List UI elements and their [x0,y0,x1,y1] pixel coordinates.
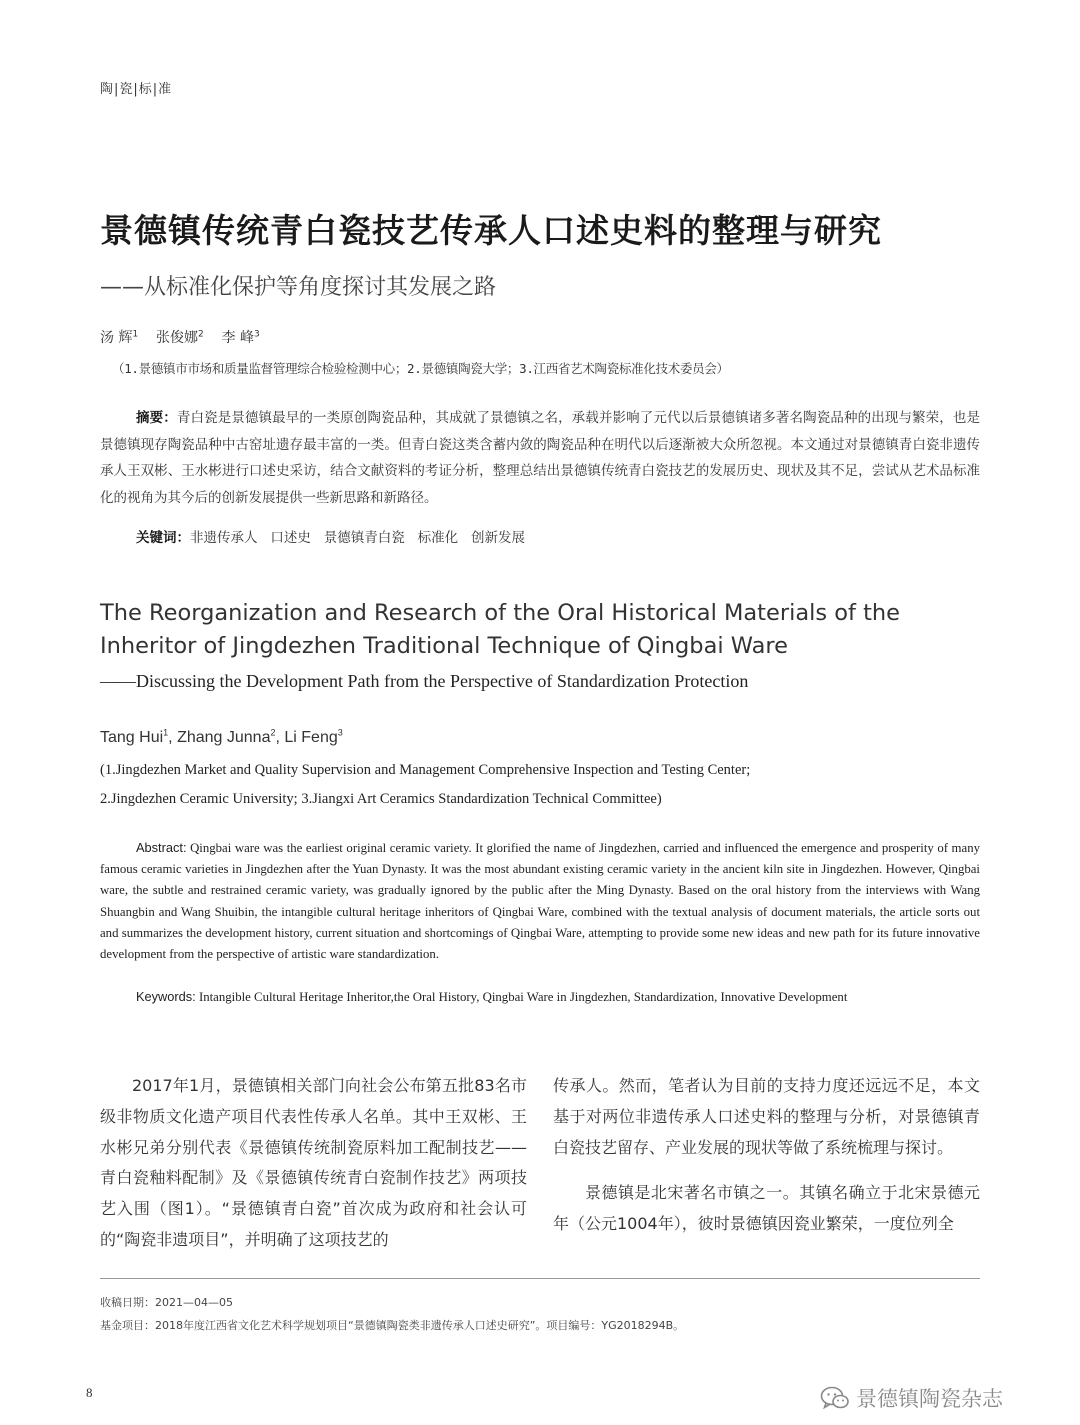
keywords-en [100,986,980,1008]
affiliation-en-line-1: (1.Jingdezhen Market and Quality Supervision and Management Comprehensive Inspection and Testing Center; [100,762,751,778]
affiliation-en-line-2: 2.Jingdezhen Ceramic University; 3.Jiangxi Art Ceramics Standardization Technical Committee) [100,791,662,807]
keywords-cn-label: 关键词： [136,530,190,546]
body-column-right [553,1071,980,1240]
footnotes [100,1291,684,1337]
abstract-cn [100,405,980,511]
abstract-en [100,837,980,965]
wechat-icon [820,1385,850,1411]
keywords-cn [136,526,525,546]
authors-cn [100,327,260,347]
author-en-1: Tang Hui$^1$, [100,728,178,747]
watermark [820,1383,1003,1413]
body-paragraph: 景德镇是北宋著名市镇之一。其镇名确立于北宋景德元年（公元1004年），彼时景德镇因瓷业繁荣，一度位列全 [553,1183,980,1234]
footnote-received: 收稿日期：2021—04—05 [100,1296,233,1309]
body-paragraph: 2017年1月，景德镇相关部门向社会公布第五批83名市级非物质文化遗产项目代表性传承人名单。其中王双彬、王水彬兄弟分别代表《景德镇传统制瓷原料加工配制技艺——青白瓷釉料配制》及《景德镇传统青白瓷制作技艺》两项技艺入围（图1）。“景德镇青白瓷”首次成为政府和社会认可的“陶瓷非遗项目”，并明确了这项技艺的 [100,1076,527,1249]
author-en-2: Zhang Junna$^2$, [177,728,285,747]
subtitle-cn: ——从标准化保护等角度探讨其发展之路 [100,275,497,300]
body-paragraph: 传承人。然而，笔者认为目前的支持力度还远远不足，本文基于对两位非遗传承人口述史料的整理与分析，对景德镇青白瓷技艺留存、产业发展的现状等做了系统梳理与探讨。 [553,1076,980,1157]
watermark-text: 景德镇陶瓷杂志 [856,1387,1003,1411]
abstract-en-text: Qingbai ware was the earliest original ceramic variety. It glorified the name of Jingdezhen, carried and influenced the emergence and prosperity of many famous ceramic varieties in Jingdezhen after the Yuan Dynasty. It was the most abundant existing ceramic variety in the ancient kiln site in Jingdezhen. However, Qingbai ware, the subtle and restrained ceramic variety, was gradually ignored by the public after the Ming Dynasty. Based on the oral history from the interviews with Wang Shuangbin and Wang Shuibin, the intangible cultural heritage inheritors of Qingbai Ware, combined with the textual analysis of document materials, the article sorts out and summarizes the development history, current situation and shortcomings of Qingbai Ware, attempting to provide some new ideas and new path for its future innovative development from the perspective of artistic ware standardization. [100,841,980,962]
abstract-en-label: Abstract: [136,840,187,855]
author-cn-2: 张俊娜$^2$ [156,329,204,346]
author-cn-1: 汤 辉$^1$ [100,329,139,346]
author-cn-3: 李 峰$^3$ [221,329,260,346]
subtitle-en: ——Discussing the Development Path from the Perspective of Standardization Protection [100,671,749,691]
title-cn: 景德镇传统青白瓷技艺传承人口述史料的整理与研究 [100,211,882,250]
footnote-divider [100,1278,980,1279]
affiliations-cn: （1.景德镇市市场和质量监督管理综合检验检测中心；2.景德镇陶瓷大学；3.江西省艺术陶瓷标准化技术委员会） [112,361,729,376]
keywords-en-text: Intangible Cultural Heritage Inheritor,the Oral History, Qingbai Ware in Jingdezhen, Standardization, Innovative Development [198,990,848,1004]
keywords-en-label: Keywords: [136,989,196,1004]
body-column-left [100,1071,527,1256]
journal-header: 陶|瓷|标|准 [100,82,173,97]
author-en-3: Li Feng$^3$ [284,728,343,747]
abstract-cn-text: 青白瓷是景德镇最早的一类原创陶瓷品种，其成就了景德镇之名，承载并影响了元代以后景德镇诸多著名陶瓷品种的出现与繁荣，也是景德镇现存陶瓷品种中古窑址遗存最丰富的一类。但青白瓷这类含蓄内敛的陶瓷品种在明代以后逐渐被大众所忽视。本文通过对景德镇青白瓷非遗传承人王双彬、王水彬进行口述史采访，结合文献资料的考证分析，整理总结出景德镇传统青白瓷技艺的发展历史、现状及其不足，尝试从艺术品标准化的视角为其今后的创新发展提供一些新思路和新路径。 [100,410,981,506]
footnote-fund: 基金项目：2018年度江西省文化艺术科学规划项目“景德镇陶瓷类非遗传承人口述史研究”。项目编号：YG2018294B。 [100,1319,685,1332]
keywords-cn-text: 非遗传承人 口述史 景德镇青白瓷 标准化 创新发展 [190,530,525,546]
title-en: The Reorganization and Research of the Oral Historical Materials of the Inheritor of Jingdezhen Traditional Technique of Qingbai Ware [100,600,901,659]
affiliations-en [100,756,980,814]
authors-en [100,728,343,747]
page-number: 8 [86,1385,93,1400]
abstract-cn-label: 摘要： [136,410,177,426]
